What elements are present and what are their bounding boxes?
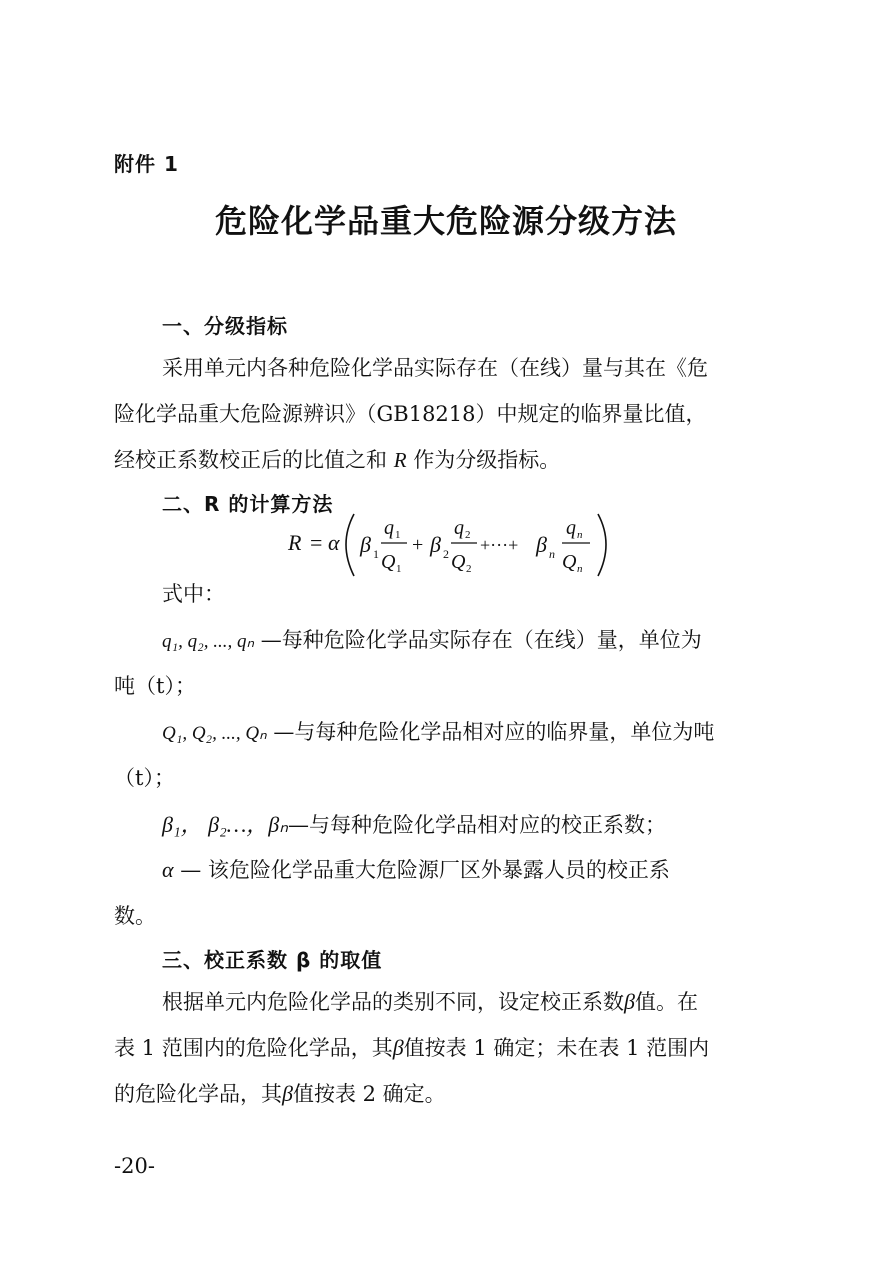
var-beta-2: β bbox=[392, 1035, 404, 1060]
formula-Q2: Q bbox=[451, 551, 466, 573]
formula-q2: q bbox=[454, 517, 464, 539]
formula-beta2: β bbox=[430, 532, 441, 557]
formula-dots: +···+ bbox=[480, 535, 519, 555]
formula-q2-sub: 2 bbox=[465, 529, 471, 541]
def-Q-line1 bbox=[162, 716, 780, 746]
var-beta-1: β bbox=[624, 989, 635, 1014]
section3-para-line1 bbox=[162, 986, 780, 1016]
formula-betan: β bbox=[536, 532, 547, 557]
formula-alpha: α bbox=[328, 530, 340, 555]
section1-para-line3 bbox=[114, 444, 780, 474]
def-q-vars: q₁, q₂, ..., qₙ bbox=[162, 631, 255, 652]
section3-para-line1-b: 值。在 bbox=[634, 990, 698, 1014]
def-Q-text: —与每种危险化学品相对应的临界量，单位为吨 bbox=[273, 720, 715, 744]
attachment-label: 附件 1 bbox=[114, 152, 179, 176]
section1-para-line1: 采用单元内各种危险化学品实际存在（在线）量与其在《危 bbox=[162, 356, 708, 380]
def-beta-line bbox=[162, 808, 780, 839]
section3-para-line3 bbox=[114, 1078, 780, 1108]
formula-right-paren bbox=[598, 514, 606, 576]
formula-Q2-sub: 2 bbox=[466, 563, 472, 575]
formula-where: 式中： bbox=[162, 582, 225, 606]
formula-beta2-sub: 2 bbox=[443, 547, 449, 561]
section3-para-line2-a: 表 1 范围内的危险化学品，其 bbox=[114, 1036, 393, 1060]
var-R: R bbox=[393, 448, 407, 472]
def-beta-text: —与每种危险化学品相对应的校正系数； bbox=[288, 813, 666, 837]
formula-R bbox=[280, 506, 620, 586]
document-title: 危险化学品重大危险源分级方法 bbox=[214, 202, 677, 240]
formula-eq: = bbox=[310, 530, 323, 555]
def-Q-line2: （t）； bbox=[114, 766, 175, 790]
formula-Q1-sub: 1 bbox=[396, 563, 402, 575]
section3-para-line1-a: 根据单元内危险化学品的类别不同，设定校正系数 bbox=[162, 990, 624, 1014]
def-q-line2: 吨（t）； bbox=[114, 674, 196, 698]
section3-heading: 三、校正系数 β 的取值 bbox=[162, 948, 383, 972]
section3-para-line3-a: 的危险化学品，其 bbox=[114, 1082, 282, 1106]
def-alpha-text: — 该危险化学品重大危险源厂区外暴露人员的校正系 bbox=[180, 858, 670, 882]
section3-para-line2 bbox=[114, 1032, 780, 1062]
formula-betan-sub: n bbox=[549, 547, 555, 561]
section1-para-line3-a: 经校正系数校正后的比值之和 bbox=[114, 448, 387, 472]
formula-beta1: β bbox=[360, 532, 371, 557]
formula-lhs: R bbox=[288, 530, 302, 555]
def-alpha-var: α bbox=[162, 857, 174, 882]
formula-Qn-sub: n bbox=[577, 563, 583, 575]
section2-heading: 二、R 的计算方法 bbox=[162, 492, 334, 516]
section1-heading: 一、分级指标 bbox=[162, 314, 288, 338]
page-number: -20- bbox=[114, 1154, 155, 1178]
section1-para-line3-b: 作为分级指标。 bbox=[413, 448, 561, 472]
def-alpha-line1 bbox=[162, 854, 780, 884]
formula-beta1-sub: 1 bbox=[373, 547, 379, 561]
formula-plus1: + bbox=[412, 534, 424, 556]
var-beta-3: β bbox=[282, 1081, 293, 1106]
def-beta-vars: β₁， β₂…，βₙ bbox=[162, 812, 288, 837]
section3-para-line2-b: 值按表 1 确定；未在表 1 范围内 bbox=[403, 1036, 710, 1060]
formula-Q1: Q bbox=[381, 551, 396, 573]
formula-qn: q bbox=[566, 517, 576, 539]
formula-Qn: Q bbox=[562, 551, 577, 573]
def-Q-vars: Q₁, Q₂, ..., Qₙ bbox=[162, 723, 267, 744]
section1-para-line2: 险化学品重大危险源辨识》（GB18218）中规定的临界量比值， bbox=[114, 402, 707, 426]
formula-q1-sub: 1 bbox=[395, 529, 401, 541]
def-q-line1 bbox=[162, 624, 780, 654]
formula-left-paren bbox=[346, 514, 354, 576]
def-q-text: —每种危险化学品实际存在（在线）量，单位为 bbox=[260, 628, 702, 652]
formula-q1: q bbox=[384, 517, 394, 539]
formula-qn-sub: n bbox=[577, 529, 583, 541]
def-alpha-line2: 数。 bbox=[114, 904, 156, 928]
section3-para-line3-b: 值按表 2 确定。 bbox=[292, 1082, 446, 1106]
